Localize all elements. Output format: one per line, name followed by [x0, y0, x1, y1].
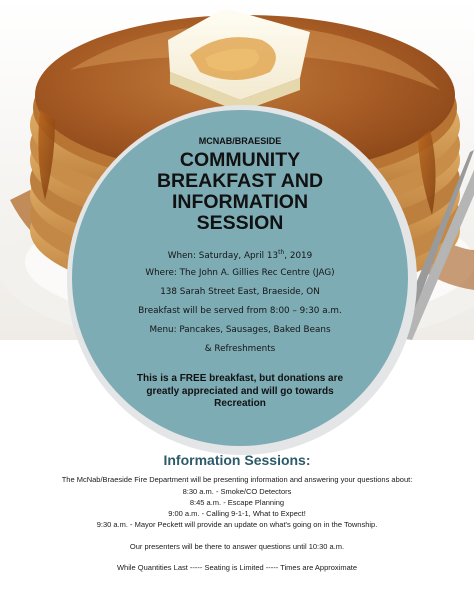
- title-line: SESSION: [196, 212, 284, 234]
- title-line: INFORMATION: [171, 191, 309, 213]
- session-item: 8:30 a.m. - Smoke/CO Detectors: [182, 487, 292, 496]
- event-title: [72, 150, 408, 234]
- quantities-notice: While Quantities Last ----- Seating is Limited ----- Times are Approximate: [116, 563, 358, 572]
- session-item: 8:45 a.m. - Escape Planning: [189, 498, 285, 507]
- event-location: Where: The John A. Gillies Rec Centre (JAG): [145, 268, 335, 278]
- menu-extra: & Refreshments: [204, 344, 276, 354]
- free-breakfast-note: This is a FREE breakfast, but donations are greatly appreciated and will go towards Recreation: [136, 373, 344, 409]
- presenters-note: Our presenters will be there to answer questions until 10:30 a.m.: [129, 542, 345, 551]
- menu-items: Menu: Pancakes, Sausages, Baked Beans: [149, 325, 331, 335]
- info-intro: The McNab/Braeside Fire Department will be presenting information and answering your questions about:: [61, 475, 413, 484]
- breakfast-time: Breakfast will be served from 8:00 – 9:30 a.m.: [138, 306, 342, 316]
- event-address: 138 Sarah Street East, Braeside, ON: [160, 287, 320, 297]
- session-item: 9:00 a.m. - Calling 9-1-1, What to Expect!: [168, 509, 306, 518]
- organizer-label: MCNAB/BRAESIDE: [198, 136, 282, 146]
- title-line: BREAKFAST AND: [156, 170, 324, 192]
- when-label: When: Saturday, April 13: [167, 250, 279, 261]
- when-year: , 2019: [284, 250, 313, 261]
- title-line: COMMUNITY: [179, 149, 301, 171]
- info-sessions-heading: Information Sessions:: [163, 452, 311, 468]
- session-item: 9:30 a.m. - Mayor Peckett will provide an update on what's going on in the Township.: [96, 520, 378, 529]
- date-suffix: th: [278, 249, 285, 256]
- event-date: [72, 249, 408, 261]
